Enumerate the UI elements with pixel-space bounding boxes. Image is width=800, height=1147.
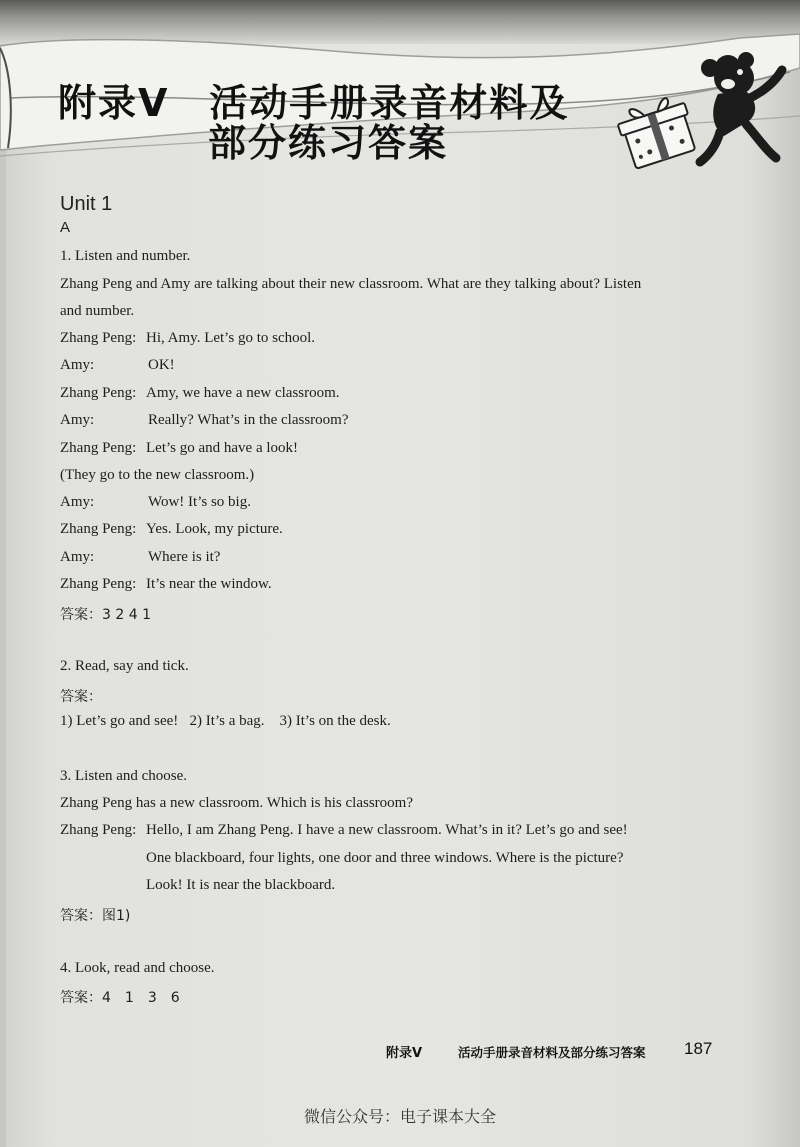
stage-direction: (They go to the new classroom.): [60, 467, 255, 483]
page-number: 187: [684, 1039, 713, 1058]
utterance: Yes. Look, my picture.: [146, 521, 283, 537]
exercise-3-answer: 答案：图1): [60, 908, 131, 924]
exercise-1-answer: 答案：3 2 4 1: [60, 607, 151, 623]
exercise-4-answer: 答案：4 1 3 6: [60, 990, 180, 1006]
footer-running-title: 活动手册录音材料及部分练习答案: [458, 1045, 646, 1060]
utterance: OK!: [148, 357, 175, 373]
exercise-1-intro-line-2: and number.: [60, 303, 135, 319]
speaker-label: Zhang Peng:: [60, 822, 137, 838]
section-label: A: [60, 219, 71, 236]
utterance: Amy, we have a new classroom.: [146, 385, 340, 401]
utterance: It’s near the window.: [146, 576, 272, 592]
speaker-label: Zhang Peng:: [60, 576, 137, 592]
footer-appendix-label: 附录Ⅴ: [386, 1046, 423, 1061]
exercise-1-heading: 1. Listen and number.: [60, 248, 191, 264]
cartoon-bear-with-gift-illustration: [600, 50, 790, 190]
exercise-2-answer-label: 答案：: [60, 689, 102, 705]
speaker-label: Amy:: [60, 357, 95, 373]
utterance: Let’s go and have a look!: [146, 440, 299, 456]
utterance: Hi, Amy. Let’s go to school.: [146, 330, 316, 346]
speaker-label: Amy:: [60, 494, 95, 510]
speaker-label: Zhang Peng:: [60, 385, 137, 401]
appendix-title-line-2: 部分练习答案: [208, 121, 449, 165]
utterance: Hello, I am Zhang Peng. I have a new classroom. What’s in it? Let’s go and see!: [146, 822, 628, 838]
watermark-text: 微信公众号：电子课本大全: [303, 1107, 496, 1126]
utterance: Really? What’s in the classroom?: [148, 412, 349, 428]
utterance: Wow! It’s so big.: [148, 494, 251, 510]
exercise-3-line-3: Look! It is near the blackboard.: [146, 877, 336, 893]
exercise-2-answer: 1) Let’s go and see! 2) It’s a bag. 3) It’s on the desk.: [60, 713, 391, 729]
speaker-label: Zhang Peng:: [60, 440, 137, 456]
unit-title: Unit 1: [60, 193, 113, 215]
utterance: Where is it?: [148, 549, 221, 565]
exercise-4-heading: 4. Look, read and choose.: [60, 960, 215, 976]
speaker-label: Zhang Peng:: [60, 521, 137, 537]
exercise-2-heading: 2. Read, say and tick.: [60, 658, 189, 674]
speaker-label: Amy:: [60, 549, 95, 565]
appendix-title-line-1: 附录Ⅴ 活动手册录音材料及: [58, 81, 570, 125]
exercise-3-line-2: One blackboard, four lights, one door and three windows. Where is the picture?: [146, 850, 624, 866]
exercise-3-intro: Zhang Peng has a new classroom. Which is his classroom?: [60, 795, 413, 811]
speaker-label: Amy:: [60, 412, 95, 428]
speaker-label: Zhang Peng:: [60, 330, 137, 346]
exercise-1-intro-line-1: Zhang Peng and Amy are talking about their new classroom. What are they talking about? Listen: [60, 276, 642, 292]
exercise-3-heading: 3. Listen and choose.: [60, 768, 188, 784]
